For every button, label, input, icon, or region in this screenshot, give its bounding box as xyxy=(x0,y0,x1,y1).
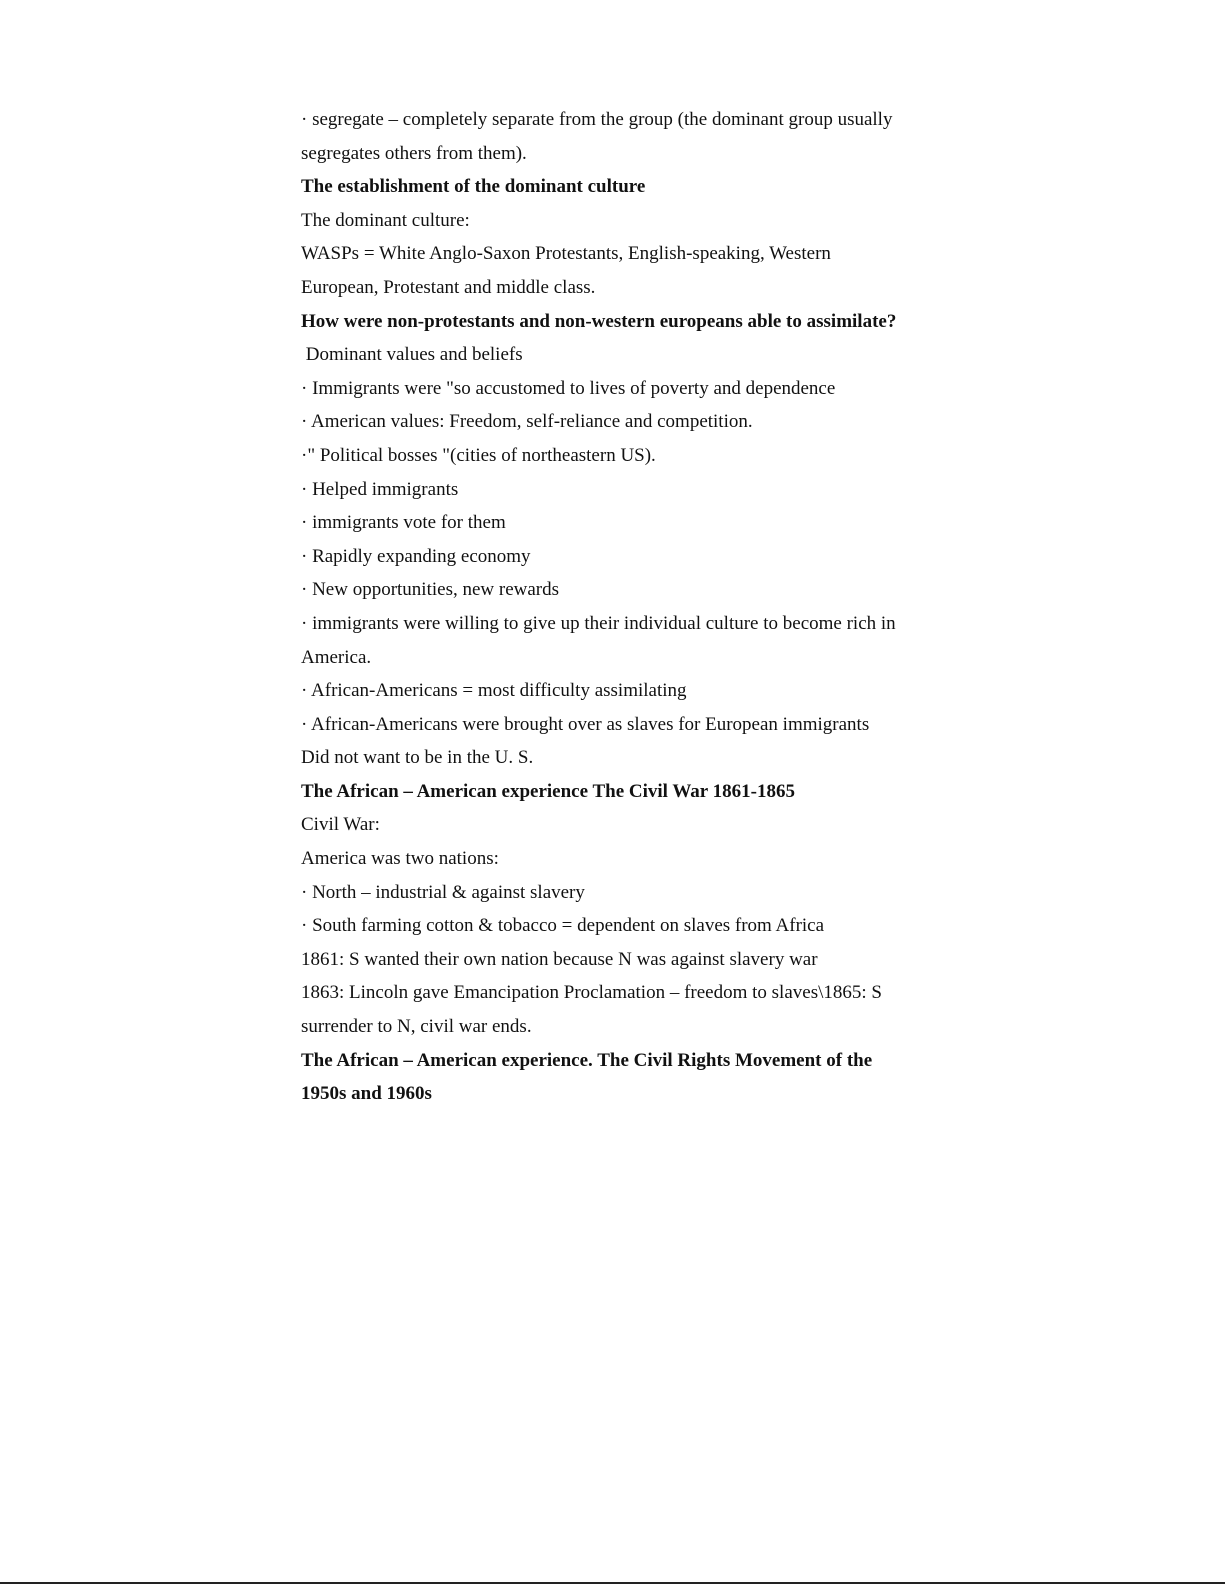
section-heading: The establishment of the dominant culture xyxy=(301,176,646,198)
text-line: 1861: S wanted their own nation because N was against slavery war xyxy=(301,948,818,970)
text-line: · African-Americans = most difficulty assimilating xyxy=(301,680,687,702)
text-line: · immigrants vote for them xyxy=(301,512,506,534)
text-line: · segregate – completely separate from the group (the dominant group usually xyxy=(301,109,893,130)
text-line: The dominant culture: xyxy=(301,209,470,231)
text-line: Dominant values and beliefs xyxy=(301,344,523,366)
text-line: · Helped immigrants xyxy=(301,478,459,500)
text-line: segregates others from them). xyxy=(301,142,527,164)
text-line: ·" Political bosses "(cities of northeastern US). xyxy=(301,444,656,466)
text-line: America. xyxy=(301,646,372,668)
text-line: · North – industrial & against slavery xyxy=(301,881,585,903)
text-line: WASPs = White Anglo-Saxon Protestants, English-speaking, Western xyxy=(301,243,831,265)
text-line: European, Protestant and middle class. xyxy=(301,276,596,298)
text-line: surrender to N, civil war ends. xyxy=(301,1016,532,1038)
section-heading: The African – American experience The Civil War 1861-1865 xyxy=(301,780,795,802)
page-bottom-border xyxy=(0,1582,1225,1584)
text-line: · Rapidly expanding economy xyxy=(301,545,531,567)
text-line: · African-Americans were brought over as slaves for European immigrants xyxy=(301,713,870,735)
text-line: Civil War: xyxy=(301,814,380,836)
section-heading: 1950s and 1960s xyxy=(301,1083,432,1105)
text-line: · American values: Freedom, self-reliance and competition. xyxy=(301,411,753,433)
text-line: 1863: Lincoln gave Emancipation Proclamation – freedom to slaves\1865: S xyxy=(301,982,882,1004)
text-line: · immigrants were willing to give up their individual culture to become rich in xyxy=(301,612,896,634)
text-line: · Immigrants were "so accustomed to lives of poverty and dependence xyxy=(301,377,836,399)
text-line: · New opportunities, new rewards xyxy=(301,579,560,601)
section-heading: How were non-protestants and non-western europeans able to assimilate? xyxy=(301,310,897,332)
text-line: · South farming cotton & tobacco = dependent on slaves from Africa xyxy=(301,915,825,937)
text-line: America was two nations: xyxy=(301,848,499,870)
section-heading: The African – American experience. The Civil Rights Movement of the xyxy=(301,1049,873,1071)
text-line: Did not want to be in the U. S. xyxy=(301,747,534,769)
document-body xyxy=(301,103,941,1111)
